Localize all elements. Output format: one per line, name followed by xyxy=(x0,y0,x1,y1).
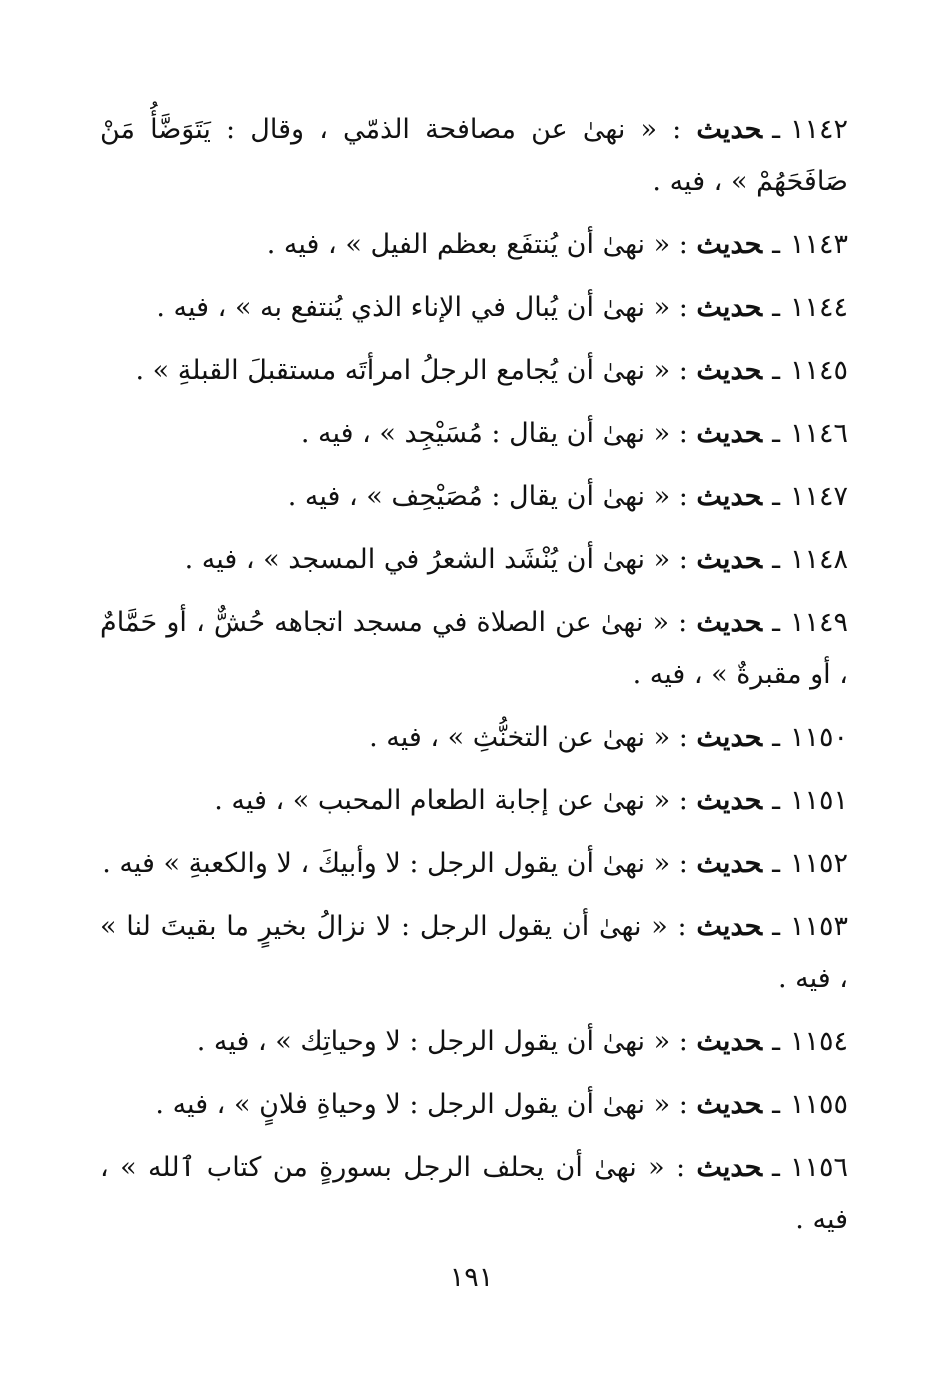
entry-number: ١١٥٣ xyxy=(789,911,848,942)
entry-text: : « نهىٰ أن يُبال في الإناء الذي يُنتفع به » ، فيه . xyxy=(156,292,688,323)
entry-number: ١١٤٧ xyxy=(789,481,848,512)
entry-text: : « نهىٰ أن يقول الرجل : لا نزالُ بخيرٍ ما بقيتَ لنا » ، فيه . xyxy=(100,911,848,994)
entry-number: ١١٥٥ xyxy=(789,1089,848,1120)
entry-label: حديث xyxy=(696,722,763,753)
entry-text: : « نهىٰ أن يقال : مُسَيْجِد » ، فيه . xyxy=(300,418,688,449)
entry-label: حديث xyxy=(696,1089,763,1120)
entry-number: ١١٤٥ xyxy=(789,355,848,386)
entry-number: ١١٤٦ xyxy=(789,418,848,449)
entry-text: : « نهىٰ أن يقال : مُصَيْحِف » ، فيه . xyxy=(287,481,688,512)
entry-dash: ـ xyxy=(772,114,780,145)
page-number: ١٩١ xyxy=(449,1262,494,1293)
entry-number: ١١٥١ xyxy=(789,785,848,816)
entry-dash: ـ xyxy=(772,1152,780,1183)
entry-text: : « نهىٰ أن يقول الرجل : لا وحياتِك » ، فيه . xyxy=(196,1026,688,1057)
entry-dash: ـ xyxy=(772,785,780,816)
entry-label: حديث xyxy=(696,607,763,638)
list-item xyxy=(100,219,848,271)
entry-text: : « نهىٰ عن مصافحة الذمّي ، وقال : يَتَوَضَّأُ مَنْ صَافَحَهُمْ » ، فيه . xyxy=(100,114,848,197)
entry-dash: ـ xyxy=(772,848,780,879)
entry-number: ١١٤٩ xyxy=(789,607,848,638)
list-item xyxy=(100,534,848,586)
entry-number: ١١٤٢ xyxy=(789,114,848,145)
entry-number: ١١٤٣ xyxy=(789,229,848,260)
entry-label: حديث xyxy=(696,481,763,512)
entry-text: : « نهىٰ عن الصلاة في مسجد اتجاهه حُشٌّ ، أو حَمَّامٌ ، أو مقبرةٌ » ، فيه . xyxy=(100,607,848,690)
list-item xyxy=(100,104,848,208)
entry-number: ١١٥٤ xyxy=(789,1026,848,1057)
entry-number: ١١٥٦ xyxy=(789,1152,848,1183)
entry-label: حديث xyxy=(696,1152,763,1183)
list-item xyxy=(100,345,848,397)
list-item xyxy=(100,471,848,523)
entry-number: ١١٥٠ xyxy=(789,722,848,753)
list-item xyxy=(100,1016,848,1068)
entry-label: حديث xyxy=(696,114,763,145)
entry-text: : « نهىٰ أن يقول الرجل : لا وحياةِ فلانٍ » ، فيه . xyxy=(155,1089,688,1120)
entry-dash: ـ xyxy=(772,722,780,753)
entry-text: : « نهىٰ أن يُنْشَد الشعرُ في المسجد » ، فيه . xyxy=(184,544,688,575)
entry-label: حديث xyxy=(696,848,763,879)
entry-number: ١١٥٢ xyxy=(789,848,848,879)
entry-dash: ـ xyxy=(772,355,780,386)
entry-number: ١١٤٨ xyxy=(789,544,848,575)
entry-dash: ـ xyxy=(772,292,780,323)
list-item xyxy=(100,901,848,1005)
entry-dash: ـ xyxy=(772,418,780,449)
entry-text: : « نهىٰ عن إجابة الطعام المحبب » ، فيه . xyxy=(214,785,688,816)
entry-dash: ـ xyxy=(772,1089,780,1120)
entry-text: : « نهىٰ أن يقول الرجل : لا وأبيكَ ، لا والكعبةِ » فيه . xyxy=(102,848,688,879)
entry-dash: ـ xyxy=(772,911,780,942)
list-item xyxy=(100,282,848,334)
entry-dash: ـ xyxy=(772,481,780,512)
entry-label: حديث xyxy=(696,785,763,816)
entry-text: : « نهىٰ عن التخنُّثِ » ، فيه . xyxy=(369,722,688,753)
entry-text: : « نهىٰ أن يحلف الرجل بسورةٍ من كتاب ٱلله » ، فيه . xyxy=(100,1152,848,1235)
list-item xyxy=(100,775,848,827)
entry-label: حديث xyxy=(696,1026,763,1057)
list-item xyxy=(100,838,848,890)
list-item xyxy=(100,597,848,701)
entry-dash: ـ xyxy=(772,544,780,575)
entry-label: حديث xyxy=(696,292,763,323)
entry-label: حديث xyxy=(696,355,763,386)
entry-label: حديث xyxy=(696,418,763,449)
list-item xyxy=(100,1142,848,1246)
entry-text: : « نهىٰ أن يُنتفَع بعظم الفيل » ، فيه . xyxy=(266,229,688,260)
entry-label: حديث xyxy=(696,229,763,260)
entry-dash: ـ xyxy=(772,229,780,260)
entry-dash: ـ xyxy=(772,607,780,638)
list-item xyxy=(100,712,848,764)
entry-number: ١١٤٤ xyxy=(789,292,848,323)
entry-label: حديث xyxy=(696,544,763,575)
entry-dash: ـ xyxy=(772,1026,780,1057)
list-item xyxy=(100,1079,848,1131)
list-item xyxy=(100,408,848,460)
entry-text: : « نهىٰ أن يُجامع الرجلُ امرأتَه مستقبلَ القبلةِ » . xyxy=(135,355,688,386)
entry-label: حديث xyxy=(696,911,763,942)
entries-list xyxy=(100,104,848,1257)
